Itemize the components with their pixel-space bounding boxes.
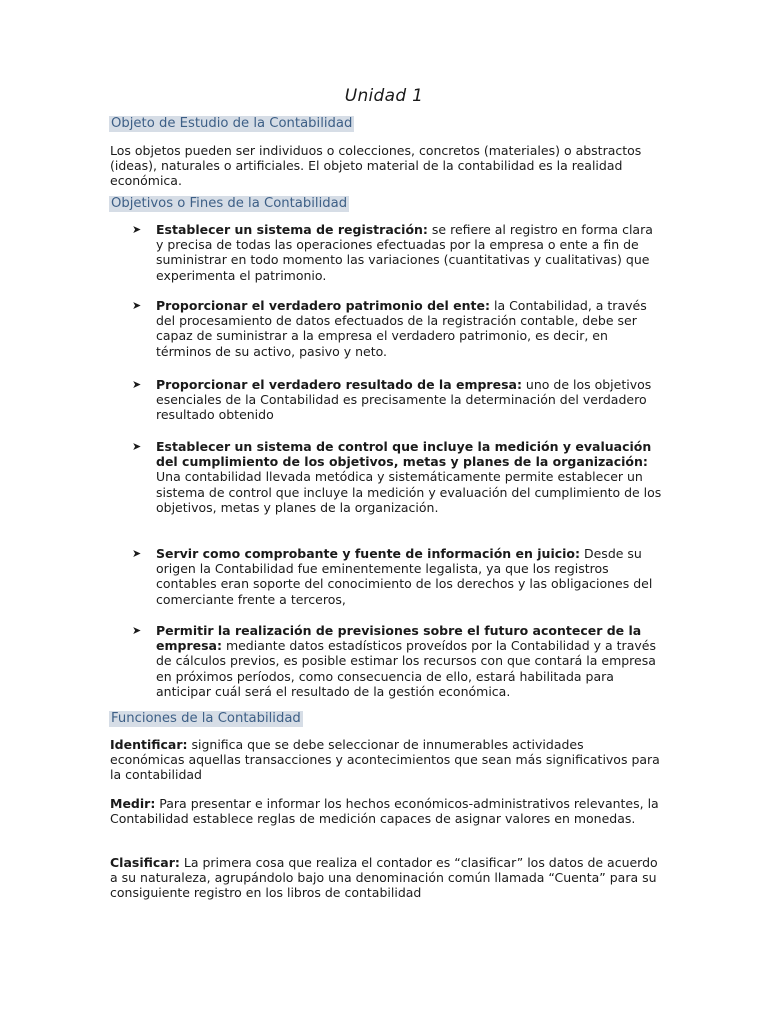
function-description: La primera cosa que realiza el contador es “clasificar” los datos de acuerdo a su naturaleza, agrupándolo bajo una denominación común llamada “Cuenta” para su consiguiente registro en los libros de contabilidad — [110, 855, 658, 901]
objective-description: Desde su origen la Contabilidad fue eminentemente legalista, ya que los registros contables eran soporte del conocimiento de los derechos y las obligaciones del comerciante frente a terceros, — [156, 546, 653, 607]
function-item — [110, 737, 662, 783]
arrow-bullet-icon: ➤ — [132, 378, 142, 391]
paragraph-objeto: Los objetos pueden ser individuos o colecciones, concretos (materiales) o abstractos (ideas), naturales o artificiales. El objeto material de la contabilidad es la realidad económica. — [110, 143, 642, 189]
objective-item — [132, 222, 662, 283]
objective-description: uno de los objetivos esenciales de la Contabilidad es precisamente la determinación del verdadero resultado obtenido — [156, 377, 652, 423]
objective-text — [156, 222, 662, 283]
function-description: Para presentar e informar los hechos económicos-administrativos relevantes, la Contabilidad establece reglas de medición capaces de asignar valores en monedas. — [110, 796, 659, 827]
heading-objeto: Objeto de Estudio de la Contabilidad — [111, 116, 353, 131]
objective-term: Proporcionar el verdadero patrimonio del ente: — [156, 298, 490, 313]
objective-item — [132, 298, 662, 359]
objective-text — [156, 377, 662, 423]
function-item — [110, 855, 662, 901]
objective-item — [132, 623, 662, 699]
objective-description: Una contabilidad llevada metódica y sistemáticamente permite establecer un sistema de control que incluye la medición y evaluación del cumplimiento de los objetivos, metas y planes de la organización. — [156, 469, 662, 515]
objective-term: Permitir la realización de previsiones sobre el futuro acontecer de la empresa: — [156, 623, 642, 654]
function-term: Medir: — [110, 796, 156, 811]
objective-item — [132, 439, 662, 515]
objective-term: Proporcionar el verdadero resultado de la empresa: — [156, 377, 522, 392]
objective-description: mediante datos estadísticos proveídos por la Contabilidad y a través de cálculos previos, es posible estimar los recursos con que contará la empresa en próximos períodos, como consecuencia de ello, estará habilitada para anticipar cuál será el resultado de la gestión económica. — [156, 638, 656, 699]
heading-objetivos: Objetivos o Fines de la Contabilidad — [111, 196, 348, 211]
objective-item — [132, 377, 662, 423]
arrow-bullet-icon: ➤ — [132, 547, 142, 560]
objective-term: Establecer un sistema de control que incluye la medición y evaluación del cumplimiento de los objetivos, metas y planes de la organización: — [156, 439, 652, 470]
objective-description: se refiere al registro en forma clara y precisa de todas las operaciones efectuadas por la empresa o ente a fin de suministrar en todo momento las variaciones (cuantitativas y cualitativas) que experimenta el patrimonio. — [156, 222, 653, 283]
function-term: Clasificar: — [110, 855, 180, 870]
objective-text — [156, 298, 662, 359]
page-title: Unidad 1 — [344, 86, 424, 106]
function-description: significa que se debe seleccionar de innumerables actividades económicas aquellas transacciones y acontecimientos que sean más significativos para la contabilidad — [110, 737, 660, 783]
objective-text — [156, 623, 662, 699]
objective-item — [132, 546, 662, 607]
objective-description: la Contabilidad, a través del procesamiento de datos efectuados de la registración contable, debe ser capaz de suministrar a la empresa el verdadero patrimonio, es decir, en términos de su activo, pasivo y neto. — [156, 298, 647, 359]
objective-term: Establecer un sistema de registración: — [156, 222, 428, 237]
objective-text — [156, 439, 662, 515]
heading-funciones: Funciones de la Contabilidad — [111, 711, 301, 726]
function-item — [110, 796, 662, 826]
arrow-bullet-icon: ➤ — [132, 223, 142, 236]
objective-term: Servir como comprobante y fuente de información en juicio: — [156, 546, 581, 561]
function-term: Identificar: — [110, 737, 188, 752]
arrow-bullet-icon: ➤ — [132, 440, 142, 453]
objective-text — [156, 546, 662, 607]
arrow-bullet-icon: ➤ — [132, 624, 142, 637]
arrow-bullet-icon: ➤ — [132, 299, 142, 312]
